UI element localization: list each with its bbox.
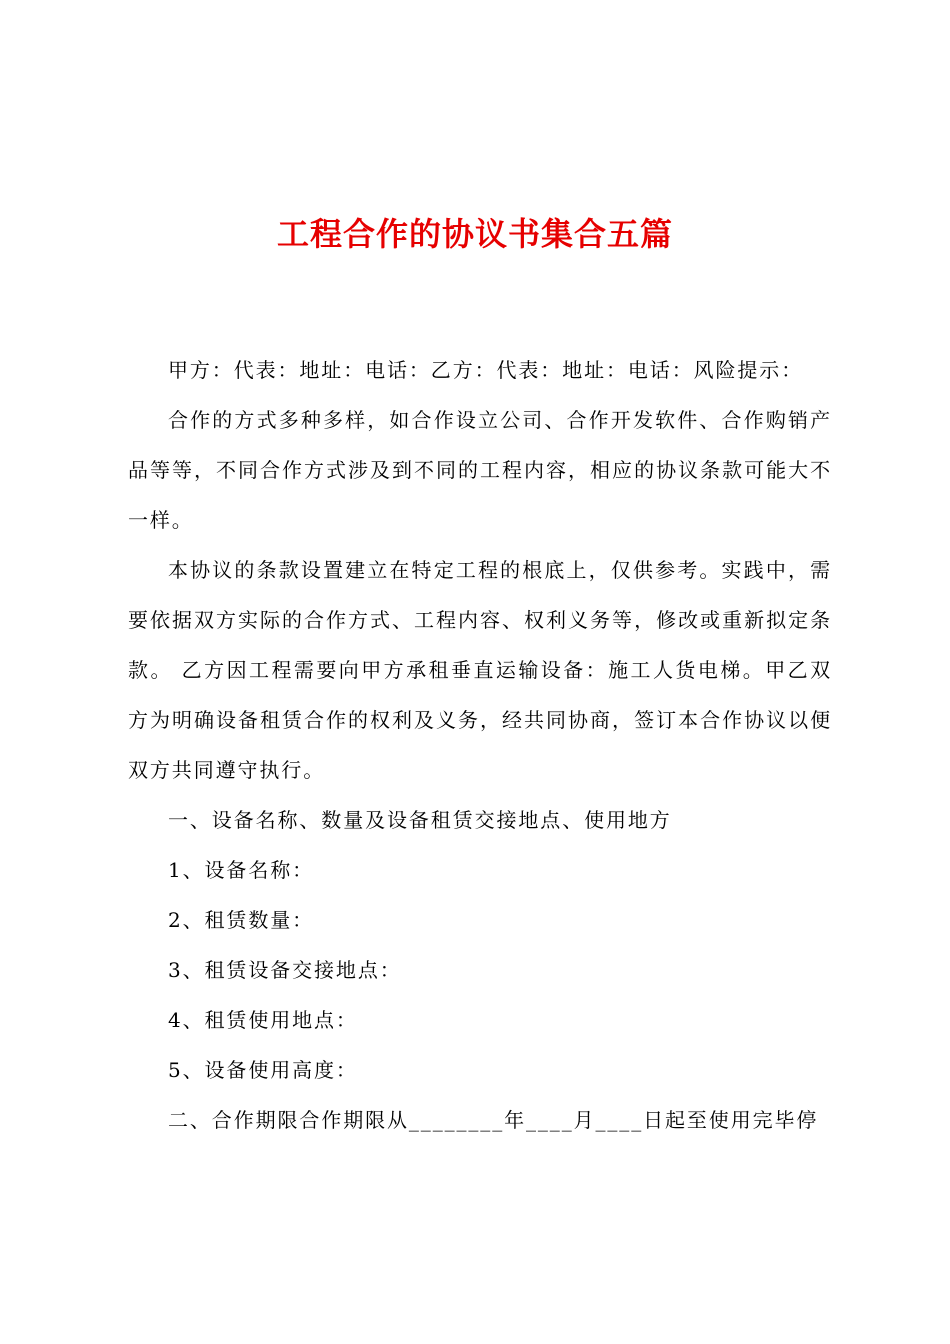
document-title: 工程合作的协议书集合五篇	[276, 215, 673, 253]
item-usage-location: 4、租赁使用地点：	[168, 1008, 358, 1032]
document-body	[128, 345, 832, 1145]
item-equipment-name: 1、设备名称：	[168, 858, 315, 882]
item-usage-height: 5、设备使用高度：	[168, 1058, 358, 1082]
section-heading-equipment: 一、设备名称、数量及设备租赁交接地点、使用地方	[168, 808, 672, 832]
parties-paragraph: 甲方：代表：地址：电话：乙方：代表：地址：电话：风险提示：	[168, 358, 804, 382]
item-rental-quantity: 2、租赁数量：	[168, 908, 315, 932]
item-handover-location: 3、租赁设备交接地点：	[168, 958, 402, 982]
section-heading-term: 二、合作期限合作期限从________年____月____日起至使用完毕停	[168, 1108, 819, 1132]
preamble-paragraph: 本协议的条款设置建立在特定工程的根底上，仅供参考。实践中，需要依据双方实际的合作方式、工程内容、权利义务等，修改或重新拟定条款。 乙方因工程需要向甲方承租垂直运输设备：施工人货电梯。甲乙双方为明确设备租赁合作的权利及义务，经共同协商，签订本合作协议以便双方共同遵守执行。	[128, 558, 832, 782]
risk-note-paragraph: 合作的方式多种多样，如合作设立公司、合作开发软件、合作购销产品等等，不同合作方式涉及到不同的工程内容，相应的协议条款可能大不一样。	[128, 408, 832, 532]
